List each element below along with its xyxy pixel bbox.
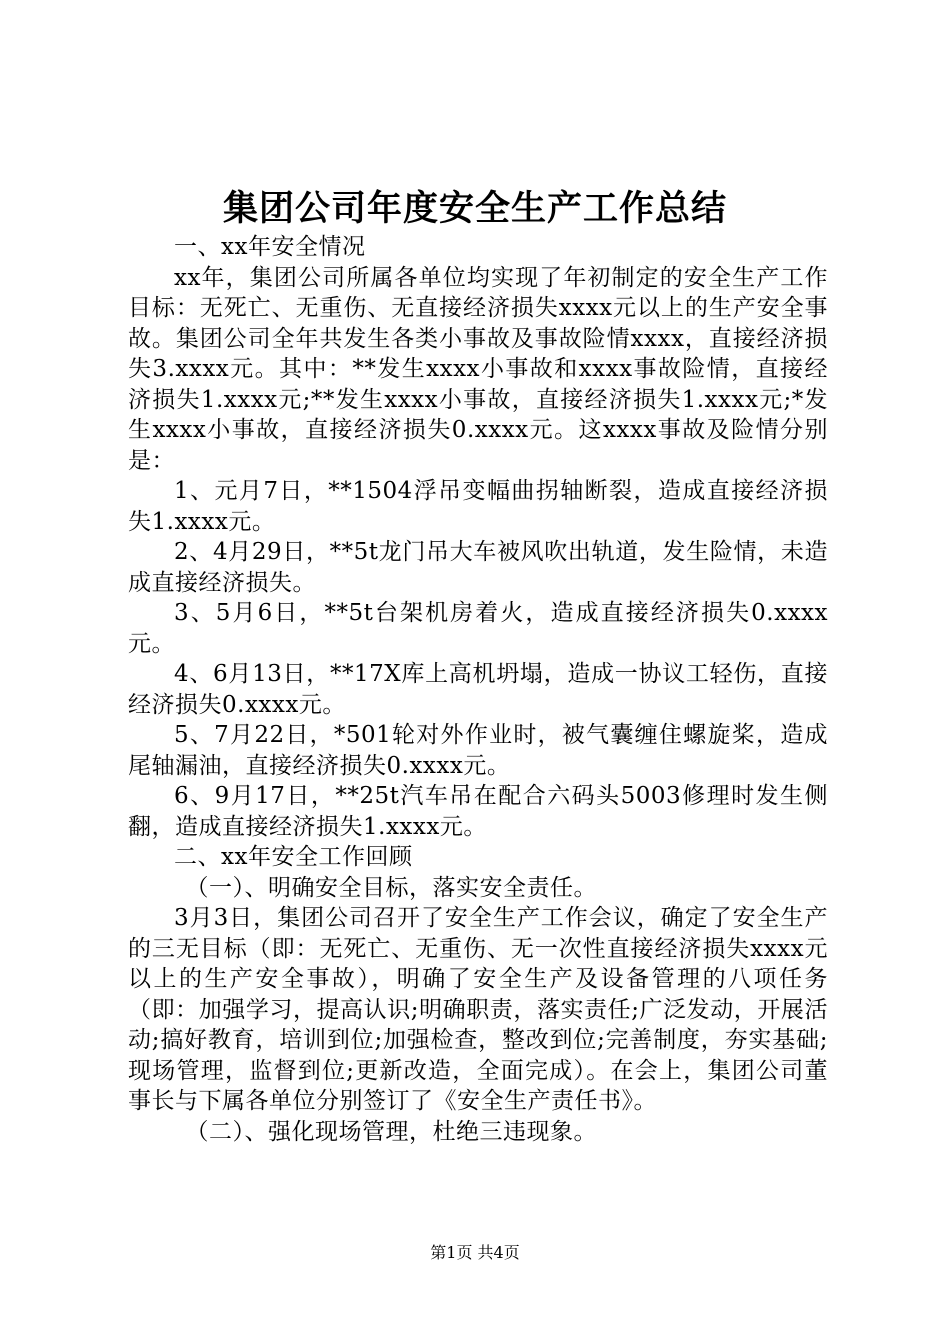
incident-item-1: 1、元月7日，**1504浮吊变幅曲拐轴断裂，造成直接经济损失1.xxxx元。 xyxy=(128,478,828,535)
section-heading-1: 一、xx年安全情况 xyxy=(174,234,366,260)
incident-item-4: 4、6月13日，**17X库上高机坍塌，造成一协议工轻伤，直接经济损失0.xxxx元。 xyxy=(128,661,828,718)
document-title: 集团公司年度安全生产工作总结 xyxy=(222,189,727,229)
document-body xyxy=(128,232,828,1147)
paragraph-summary: xx年，集团公司所属各单位均实现了年初制定的安全生产工作目标：无死亡、无重伤、无直接经济损失xxxx元以上的生产安全事故。集团公司全年共发生各类小事故及事故险情xxxx，直接经济损失3.xxxx元。其中：**发生xxxx小事故和xxxx事故险情，直接经济损失1.xxxx元;**发生xxxx小事故，直接经济损失1.xxxx元;*发生xxxx小事故，直接经济损失0.xxxx元。这xxxx事故及险情分别是： xyxy=(128,264,828,474)
incident-item-5: 5、7月22日，*501轮对外作业时，被气囊缠住螺旋桨，造成尾轴漏油，直接经济损失0.xxxx元。 xyxy=(128,722,828,779)
page-number-footer: 第1页 共4页 xyxy=(430,1243,520,1262)
subsection-heading-2: （二）、强化现场管理，杜绝三违现象。 xyxy=(185,1118,597,1145)
incident-item-3: 3、5月6日，**5t台架机房着火，造成直接经济损失0.xxxx元。 xyxy=(128,600,828,657)
subsection-heading-1: （一）、明确安全目标，落实安全责任。 xyxy=(185,874,597,901)
incident-item-6: 6、9月17日，**25t汽车吊在配合六码头5003修理时发生侧翻，造成直接经济损失1.xxxx元。 xyxy=(128,783,828,840)
section-heading-2: 二、xx年安全工作回顾 xyxy=(174,844,413,870)
incident-item-2: 2、4月29日，**5t龙门吊大车被风吹出轨道，发生险情，未造成直接经济损失。 xyxy=(128,539,828,596)
paragraph-meeting: 3月3日，集团公司召开了安全生产工作会议，确定了安全生产的三无目标（即：无死亡、无重伤、无一次性直接经济损失xxxx元以上的生产安全事故），明确了安全生产及设备管理的八项任务（即：加强学习，提高认识;明确职责，落实责任;广泛发动，开展活动;搞好教育，培训到位;加强检查，整改到位;完善制度，夯实基础;现场管理，监督到位;更新改造，全面完成）。在会上，集团公司董事长与下属各单位分别签订了《安全生产责任书》。 xyxy=(128,905,828,1114)
